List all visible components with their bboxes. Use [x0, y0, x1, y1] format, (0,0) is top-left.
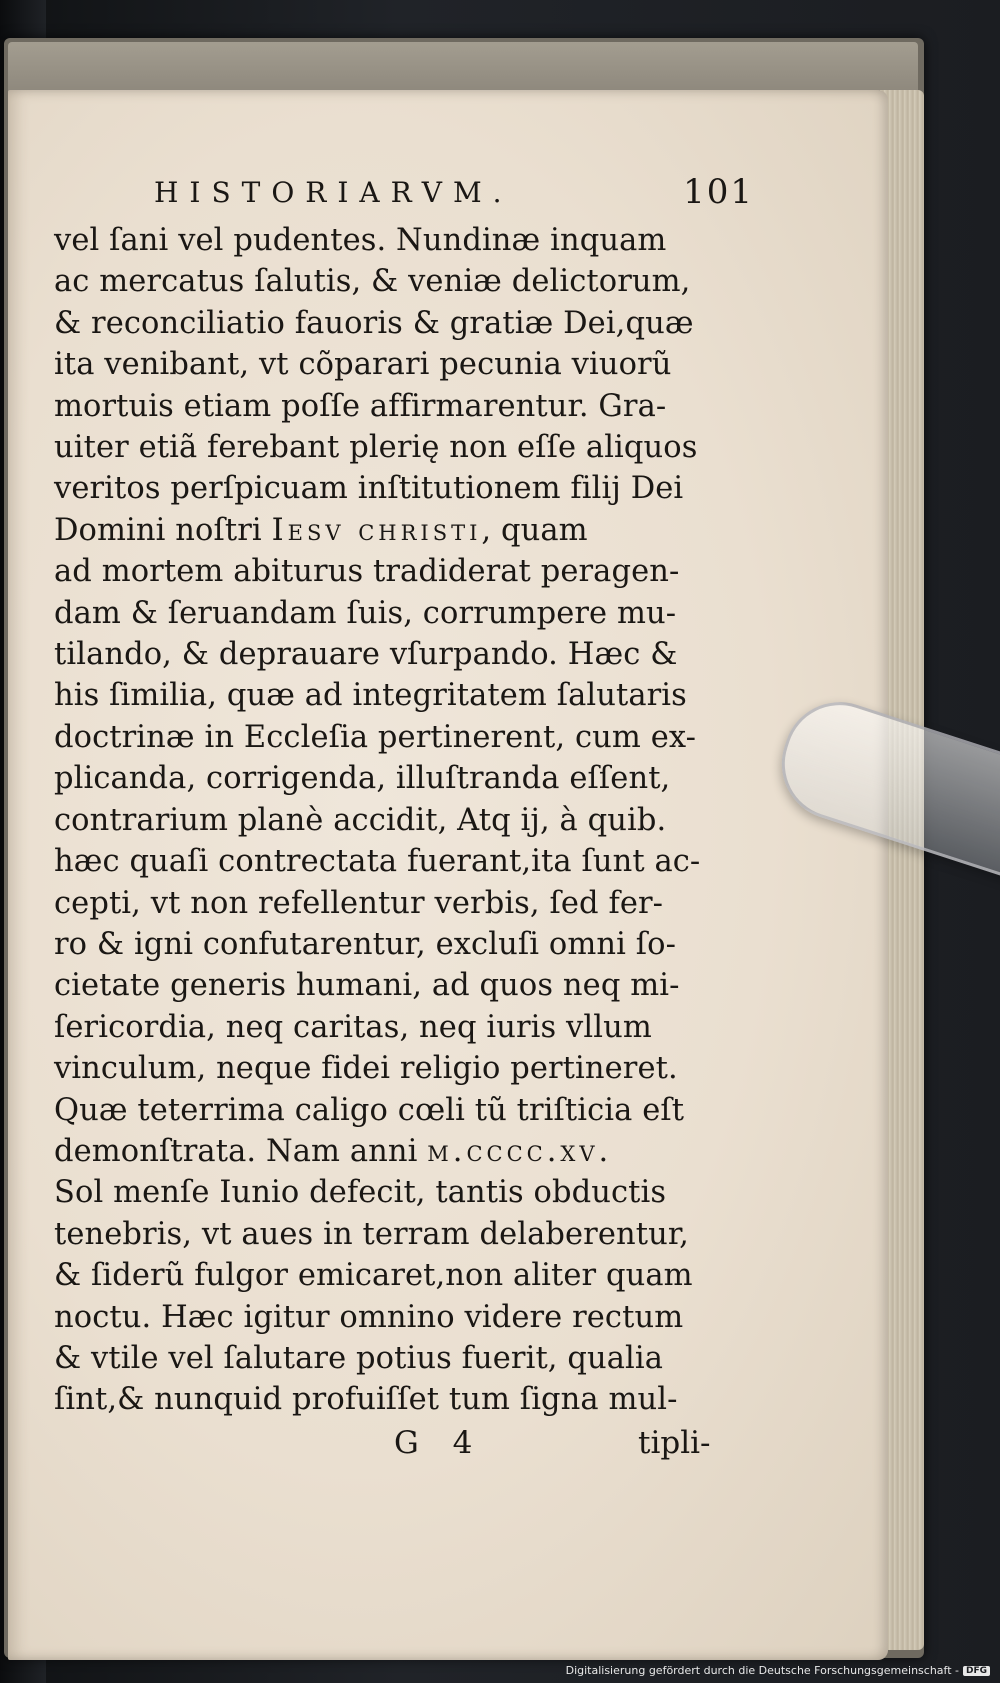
- folio-number: 101: [683, 172, 754, 212]
- text-line: [54, 965, 714, 1006]
- text-span: cepti, vt non refellentur verbis, ſed fer-: [54, 885, 664, 921]
- text-line: [54, 800, 714, 841]
- text-line: [54, 1007, 714, 1048]
- text-line: [54, 924, 714, 965]
- text-span: cietate generis humani, ad quos neq mi-: [54, 968, 680, 1004]
- text-span: noctu. Hæc igitur omnino videre rectum: [54, 1299, 684, 1335]
- text-line: [54, 634, 714, 675]
- credit-text: Digitalisierung gefördert durch die Deutsche Forschungsgemeinschaft -: [565, 1664, 959, 1677]
- small-caps-span: m.cccc.xv.: [427, 1133, 613, 1169]
- text-span: dam & ſeruandam ſuis, corrumpere mu-: [54, 595, 677, 631]
- text-span: Sol menſe Iunio defecit, tantis obductis: [54, 1175, 667, 1211]
- text-line: [54, 1255, 714, 1296]
- text-span: vel ſani vel pudentes. Nundinæ inquam: [54, 223, 667, 258]
- text-span: contrarium planè accidit, Atq ij, à quib.: [54, 802, 667, 838]
- text-line: [54, 1090, 714, 1131]
- text-line: [54, 1131, 714, 1172]
- text-line: [54, 1048, 714, 1089]
- text-line: [54, 883, 714, 924]
- text-line: [54, 344, 714, 385]
- text-line: [54, 717, 714, 758]
- text-span: demonſtrata. Nam anni: [54, 1133, 428, 1169]
- text-line: [54, 1172, 714, 1213]
- text-span: Domini noſtri: [54, 512, 272, 548]
- text-span: & ſiderũ fulgor emicaret,non aliter quam: [54, 1258, 693, 1294]
- text-span: Quæ teterrima caligo cœli tũ triſticia eſt: [54, 1092, 685, 1128]
- text-line: [54, 675, 714, 716]
- text-span: mortuis etiam poſſe affirmarentur. Gra-: [54, 388, 667, 424]
- text-span: doctrinæ in Eccleſia pertinerent, cum ex-: [54, 719, 697, 755]
- text-span: veritos perſpicuam inſtitutionem filij Dei: [54, 471, 684, 507]
- text-span: uiter etiã ferebant plerię non eſſe aliquos: [54, 430, 698, 466]
- text-line: [54, 468, 714, 509]
- text-line: [54, 551, 714, 592]
- text-line: [54, 261, 714, 302]
- small-caps-span: Iesv christi: [271, 512, 482, 548]
- text-line: [54, 841, 714, 882]
- text-span: ro & igni confutarentur, excluſi omni ſo-: [54, 926, 677, 962]
- text-span: & reconciliatio fauoris & gratiæ Dei,quæ: [54, 305, 694, 341]
- page-footer: [54, 1425, 714, 1471]
- text-line: [54, 593, 714, 634]
- text-span: vinculum, neque fidei religio pertineret.: [54, 1051, 678, 1087]
- text-line: [54, 386, 714, 427]
- text-span: & vtile vel ſalutare potius fuerit, qualia: [54, 1340, 664, 1376]
- text-block: [54, 172, 754, 1471]
- digitization-credit: [566, 1664, 990, 1677]
- text-line: [54, 1297, 714, 1338]
- text-span: ſint,& nunquid profuiſſet tum ſigna mul-: [54, 1382, 678, 1418]
- text-span: tenebris, vt aues in terram delaberentur,: [54, 1216, 689, 1252]
- running-title: HISTORIARVM.: [154, 176, 513, 209]
- text-line: [54, 758, 714, 799]
- text-span: tilando, & deprauare vſurpando. Hæc &: [54, 637, 678, 673]
- text-span: ad mortem abiturus tradiderat peragen-: [54, 554, 680, 590]
- text-span: his ſimilia, quæ ad integritatem ſalutaris: [54, 678, 687, 714]
- body-text: [54, 220, 714, 1421]
- text-line: [54, 1379, 714, 1420]
- text-line: [54, 220, 714, 261]
- text-span: plicanda, corrigenda, illuſtranda eſſent,: [54, 761, 671, 797]
- page-header: [154, 172, 754, 220]
- text-line: [54, 1214, 714, 1255]
- catchword: tipli-: [638, 1424, 711, 1461]
- text-line: [54, 303, 714, 344]
- dfg-logo: DFG: [963, 1666, 990, 1676]
- text-span: ſericordia, neq caritas, neq iuris vllum: [54, 1009, 652, 1045]
- text-line: [54, 510, 714, 551]
- signature-mark: G 4: [394, 1424, 485, 1461]
- text-span: ac mercatus ſalutis, & veniæ delictorum,: [54, 264, 691, 300]
- text-line: [54, 1338, 714, 1379]
- text-span: hæc quaſi contrectata fuerant,ita ſunt ac-: [54, 844, 701, 880]
- text-span: , quam: [481, 512, 588, 548]
- text-span: ita venibant, vt cõparari pecunia viuorũ: [54, 347, 672, 383]
- text-line: [54, 427, 714, 468]
